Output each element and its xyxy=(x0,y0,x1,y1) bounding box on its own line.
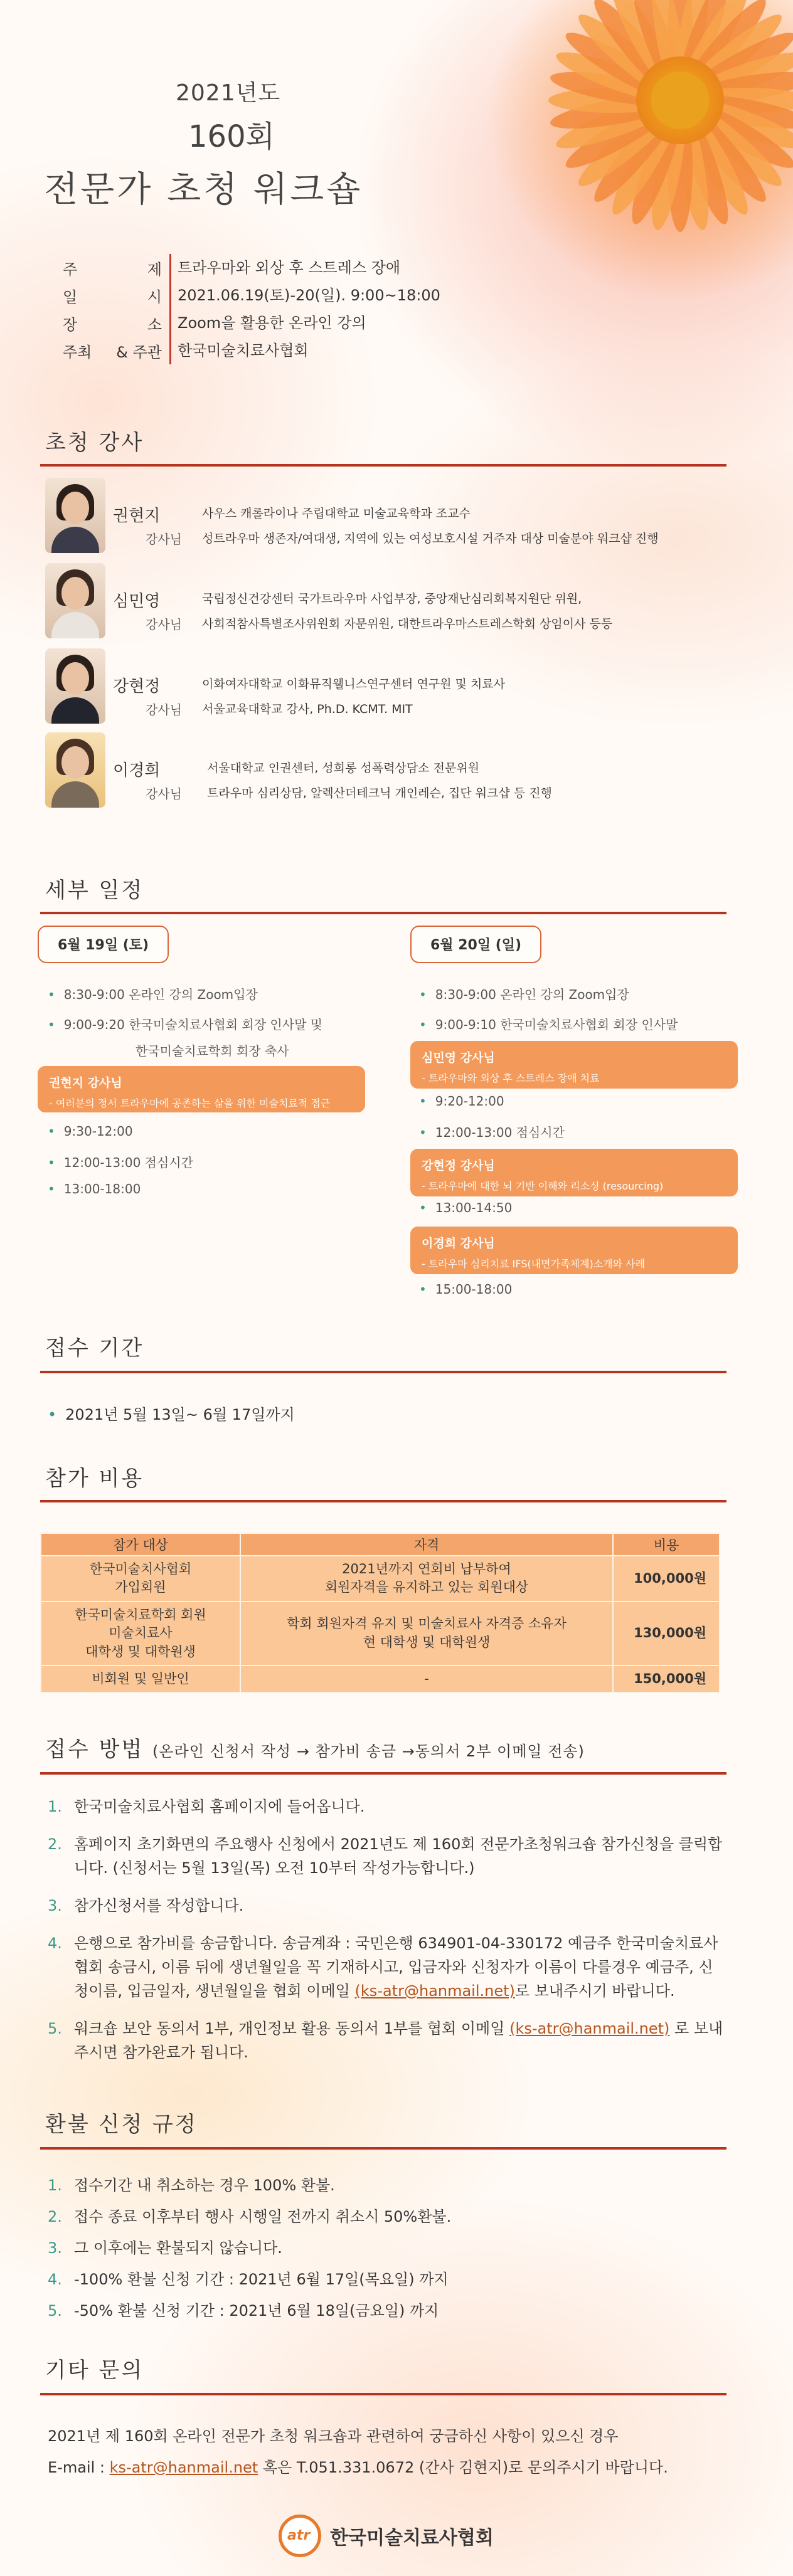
session-topic: - 여러분의 정서 트라우마에 공존하는 삶을 위한 미술치료적 접근 xyxy=(49,1097,331,1109)
contact-email-link[interactable]: ks-atr@hanmail.net xyxy=(109,2459,258,2476)
method-subtitle: (온라인 신청서 작성 → 참가비 송금 →동의서 2부 이메일 전송) xyxy=(152,1743,585,1760)
info-value: 트라우마와 외상 후 스트레스 장애 xyxy=(169,254,400,282)
session-box xyxy=(410,1227,738,1274)
info-row-place xyxy=(63,309,440,337)
info-value: 한국미술치료사협회 xyxy=(169,337,309,364)
email-link[interactable]: (ks-atr@hanmail.net) xyxy=(354,1982,515,2000)
list-item: 3. 그 이후에는 환불되지 않습니다. xyxy=(48,2239,282,2257)
schedule-item: • 15:00-18:00 xyxy=(419,1282,513,1297)
lecturer-card xyxy=(45,648,767,724)
info-key: 제 xyxy=(147,260,162,278)
day1-label: 6월 19일 (토) xyxy=(38,926,169,963)
schedule-item: • 8:30-9:00 온라인 강의 Zoom입장 xyxy=(48,987,258,1002)
list-item: 2. 접수 종료 이후부터 행사 시행일 전까지 취소시 50%환불. xyxy=(48,2208,452,2225)
contact-line: E-mail : ks-atr@hanmail.net 혹은 T.051.331.0672 (간사 김현지)로 문의주시기 바랍니다. xyxy=(48,2459,668,2476)
fee-qualification: - xyxy=(240,1665,613,1692)
lecturer-career: 성트라우마 생존자/여대생, 지역에 있는 여성보호시설 거주자 대상 미술분야 워크샵 진행 xyxy=(202,532,659,546)
list-item: 2. 홈페이지 초기화면의 주요행사 신청에서 2021년도 제 160회 전문가초청워크숍 참가신청을 클릭합니다. (신청서는 5월 13일(목) 오전 10부터 작성가능합니다.) xyxy=(48,1835,723,1877)
list-item: 5. -50% 환불 신청 기간 : 2021년 6월 18일(금요일) 까지 xyxy=(48,2302,439,2320)
section-divider xyxy=(40,1371,726,1373)
email-link[interactable]: (ks-atr@hanmail.net) xyxy=(509,2020,670,2037)
fee-qualification: 2021년까지 연회비 납부하여 회원자격을 유지하고 있는 회원대상 xyxy=(240,1556,613,1602)
info-value: 2021.06.19(토)-20(일). 9:00~18:00 xyxy=(169,282,440,309)
table-row xyxy=(41,1602,720,1665)
info-row-topic xyxy=(63,254,440,282)
schedule-item: • 12:00-13:00 점심시간 xyxy=(419,1125,565,1140)
session-box xyxy=(410,1041,738,1089)
lecturer-title: 강사님 xyxy=(146,786,182,801)
lecturer-career: 사회적참사특별조사위원회 자문위원, 대한트라우마스트레스학회 상임이사 등등 xyxy=(202,617,613,631)
lecturer-name: 이경희 xyxy=(113,761,161,780)
section-title-contact: 기타 문의 xyxy=(45,2358,144,2383)
info-key: 장 xyxy=(63,315,78,334)
schedule-item: • 13:00-14:50 xyxy=(419,1200,513,1215)
flower-image xyxy=(479,0,793,301)
method-list xyxy=(48,1795,726,2078)
lecturer-career: 이화여자대학교 이화뮤직웰니스연구센터 연구원 및 치료사 xyxy=(202,677,506,691)
section-divider xyxy=(40,1772,726,1775)
contact-info xyxy=(48,2420,668,2483)
header xyxy=(44,75,363,212)
association-name: 한국미술치료사협회 xyxy=(330,2527,494,2549)
info-row-host xyxy=(63,337,440,364)
lecturer-photo xyxy=(45,563,105,638)
info-value: Zoom을 활용한 온라인 강의 xyxy=(169,309,366,337)
info-key: 시 xyxy=(147,288,162,306)
lecturer-name: 강현정 xyxy=(113,677,161,696)
list-item: 4. -100% 환불 신청 기간 : 2021년 6월 17일(목요일) 까지 xyxy=(48,2271,449,2288)
lecturer-name: 심민영 xyxy=(113,592,161,611)
session-box xyxy=(410,1149,738,1196)
fee-target: 한국미술치사협회 가입회원 xyxy=(41,1556,240,1602)
lecturer-photo xyxy=(45,478,105,553)
info-key: 주최 xyxy=(63,343,92,361)
lecturer-title: 강사님 xyxy=(146,702,182,717)
list-item: 1. 접수기간 내 취소하는 경우 100% 환불. xyxy=(48,2177,335,2194)
lecturer-title: 강사님 xyxy=(146,617,182,632)
session-topic: - 트라우마 심리치료 IFS(내면가족체계)소개와 사례 xyxy=(422,1258,646,1270)
fee-target: 한국미술치료학회 회원 미술치료사 대학생 및 대학원생 xyxy=(41,1602,240,1665)
info-key: 일 xyxy=(63,288,78,306)
session-topic: - 트라우마와 외상 후 스트레스 장애 치료 xyxy=(422,1072,600,1084)
info-key: 소 xyxy=(147,315,162,334)
schedule-item: • 8:30-9:00 온라인 강의 Zoom입장 xyxy=(419,987,629,1002)
header-title: 전문가 초청 워크숍 xyxy=(44,169,363,210)
lecturer-photo xyxy=(45,732,105,808)
method-title: 접수 방법 xyxy=(45,1737,144,1762)
schedule-item: • 9:20-12:00 xyxy=(419,1094,504,1109)
lecturer-card xyxy=(45,563,767,638)
section-title-schedule: 세부 일정 xyxy=(45,878,144,903)
header-year: 2021년도 xyxy=(176,80,281,106)
section-title-period: 접수 기간 xyxy=(45,1336,144,1361)
lecturer-career: 국립정신건강센터 국가트라우마 사업부장, 중앙재난심리회복지원단 위원, xyxy=(202,592,582,606)
lecturer-career: 트라우마 심리상담, 알렉산더테크닉 개인레슨, 집단 워크샵 등 진행 xyxy=(207,786,552,800)
section-title-fee: 참가 비용 xyxy=(45,1466,144,1491)
fee-qualification: 학회 회원자격 유지 및 미술치료사 자격증 소유자 현 대학생 및 대학원생 xyxy=(240,1602,613,1665)
fee-table xyxy=(40,1533,720,1693)
schedule-item-cont: 한국미술치료학회 회장 축사 xyxy=(136,1043,289,1058)
session-topic: - 트라우마에 대한 뇌 기반 이해와 리소싱 (resourcing) xyxy=(422,1180,664,1192)
session-speaker: 심민영 강사님 xyxy=(422,1051,495,1065)
period-text: • 2021년 5월 13일~ 6월 17일까지 xyxy=(48,1406,295,1423)
section-divider xyxy=(40,912,726,914)
lecturer-title: 강사님 xyxy=(146,532,182,547)
schedule-item: • 9:00-9:10 한국미술치료사협회 회장 인사말 xyxy=(419,1017,678,1032)
session-box xyxy=(38,1066,365,1112)
table-row xyxy=(41,1665,720,1692)
info-key: 주 xyxy=(63,260,78,278)
lecturer-photo xyxy=(45,648,105,724)
list-item: 3. 참가신청서를 작성합니다. xyxy=(48,1897,244,1914)
list-item: 1. 한국미술치료사협회 홈페이지에 들어옵니다. xyxy=(48,1798,365,1815)
day2-label: 6월 20일 (일) xyxy=(410,926,541,963)
fee-header: 참가 대상 xyxy=(41,1533,240,1556)
table-row xyxy=(41,1556,720,1602)
section-divider xyxy=(40,1500,726,1502)
refund-list xyxy=(48,2173,726,2330)
section-divider xyxy=(40,464,726,467)
schedule-item: • 13:00-18:00 xyxy=(48,1181,141,1196)
fee-cost: 150,000원 xyxy=(613,1665,720,1692)
fee-cost: 100,000원 xyxy=(613,1556,720,1602)
section-title-method xyxy=(45,1732,585,1763)
schedule-item: • 9:30-12:00 xyxy=(48,1124,133,1139)
footer xyxy=(279,2515,494,2557)
contact-line: 2021년 제 160회 온라인 전문가 초청 워크숍과 관련하여 궁금하신 사항이 있으신 경우 xyxy=(48,2427,619,2445)
association-logo: atr xyxy=(279,2515,321,2557)
section-title-refund: 환불 신청 규정 xyxy=(45,2112,198,2137)
fee-header: 자격 xyxy=(240,1533,613,1556)
session-speaker: 권현지 강사님 xyxy=(49,1076,122,1090)
lecturer-card xyxy=(45,478,767,553)
lecturer-name: 권현지 xyxy=(113,507,161,525)
schedule-item: • 12:00-13:00 점심시간 xyxy=(48,1155,193,1170)
info-key: & 주관 xyxy=(116,343,162,361)
lecturer-career: 서울대학교 인권센터, 성희롱 성폭력상담소 전문위원 xyxy=(207,761,479,775)
schedule-item: • 9:00-9:20 한국미술치료사협회 회장 인사말 및 xyxy=(48,1017,323,1032)
event-info xyxy=(63,254,440,364)
lecturer-career: 사우스 캐롤라이나 주립대학교 미술교육학과 조교수 xyxy=(202,507,471,520)
fee-target: 비회원 및 일반인 xyxy=(41,1665,240,1692)
list-item: 4. 은행으로 참가비를 송금합니다. 송금계좌 : 국민은행 634901-04-330172 예금주 한국미술치료사협회 송금시, 이름 뒤에 생년월일을 꼭 기재하시고, 입금자와 신청자가 이름이 다를경우 예금주, 신청이름, 입금일자, 생년월일을 협회 이메일 (ks-atr@hanmail.net)로 보내주시기 바랍니다. xyxy=(48,1935,718,2000)
lecturer-career: 서울교육대학교 강사, Ph.D. KCMT. MIT xyxy=(202,702,413,716)
section-divider xyxy=(40,2147,726,2150)
fee-header: 비용 xyxy=(613,1533,720,1556)
list-item: 5. 워크숍 보안 동의서 1부, 개인정보 활용 동의서 1부를 협회 이메일 (ks-atr@hanmail.net) 로 보내주시면 참가완료가 됩니다. xyxy=(48,2020,723,2061)
lecturer-card xyxy=(45,732,767,808)
info-row-date xyxy=(63,282,440,309)
section-title-lecturers: 초청 강사 xyxy=(45,430,144,455)
fee-cost: 130,000원 xyxy=(613,1602,720,1665)
section-divider xyxy=(40,2393,726,2395)
session-speaker: 강현정 강사님 xyxy=(422,1159,495,1173)
session-speaker: 이경희 강사님 xyxy=(422,1237,495,1250)
header-number: 160회 xyxy=(188,119,275,154)
